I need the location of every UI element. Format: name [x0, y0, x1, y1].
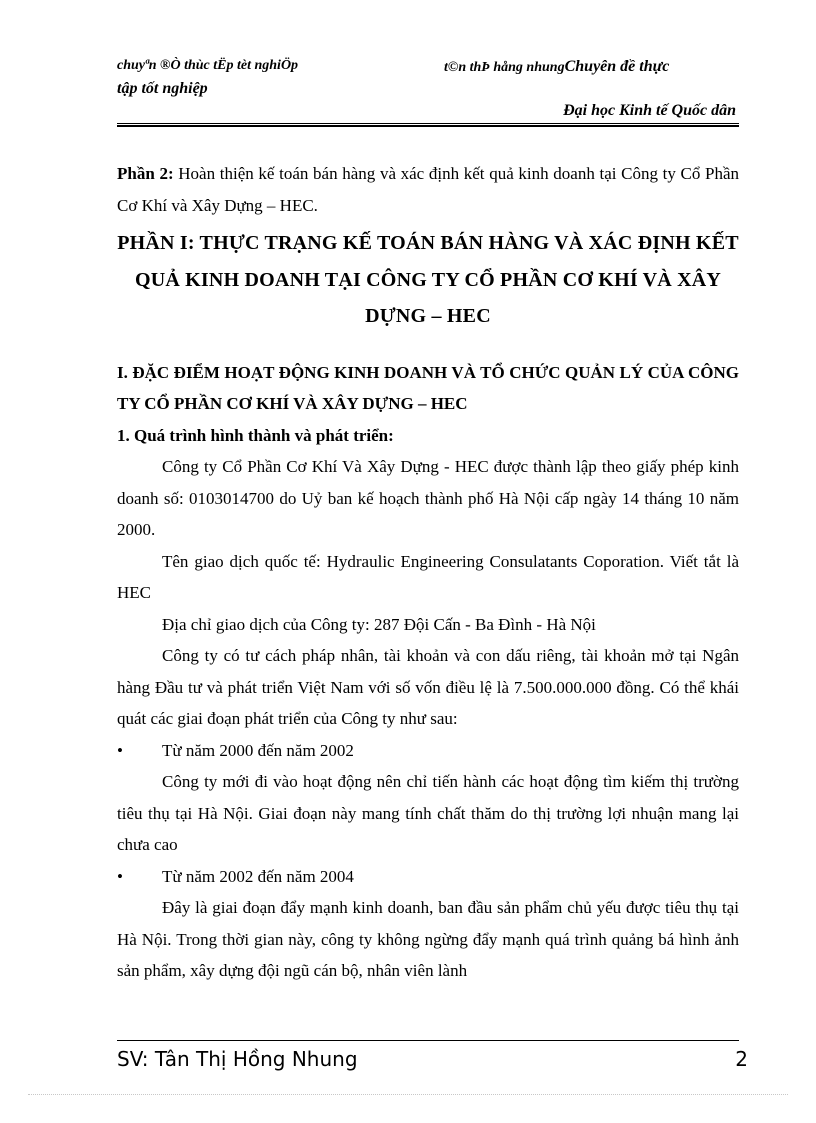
intro-paragraph [117, 158, 739, 221]
paragraph-founding: Công ty Cổ Phần Cơ Khí Và Xây Dựng - HEC được thành lập theo giấy phép kinh doanh số: 0103014700 do Uỷ ban kế hoạch thành phố Hà Nội cấp ngày 14 tháng 10 năm 2000. [117, 457, 739, 539]
page-number: 2 [735, 1047, 748, 1071]
bullet-item [117, 735, 739, 767]
page-bottom-dotted-line [28, 1094, 788, 1095]
paragraph-stage-1: Công ty mới đi vào hoạt động nên chỉ tiến hành các hoạt động tìm kiếm thị trường tiêu thụ tại Hà Nội. Giai đoạn này mang tính chất thăm do thị trường lợi nhuận mang lại chưa cao [117, 772, 739, 854]
header-left-line2: tập tốt nghiệp [117, 80, 208, 97]
intro-text: Hoàn thiện kế toán bán hàng và xác định kết quả kinh doanh tại Công ty Cổ Phần Cơ Khí và Xây Dựng – HEC. [117, 164, 739, 215]
header-author-name: t©n thÞ hång nhung [444, 60, 565, 75]
main-title: PHẦN I: THỰC TRẠNG KẾ TOÁN BÁN HÀNG VÀ XÁC ĐỊNH KẾT QUẢ KINH DOANH TẠI CÔNG TY CỔ PHẦN CƠ KHÍ VÀ XÂY DỰNG – HEC [117, 232, 739, 327]
bullet-text: Từ năm 2002 đến năm 2004 [162, 866, 354, 886]
bullet-icon: • [117, 740, 123, 760]
subsection-heading: 1. Quá trình hình thành và phát triển: [117, 425, 394, 445]
header-report-title: Chuyên đề thực [564, 58, 670, 75]
bullet-icon: • [117, 866, 123, 886]
header-university: Đại học Kinh tế Quốc dân [563, 102, 736, 119]
paragraph-legal-status: Công ty có tư cách pháp nhân, tài khoản và con dấu riêng, tài khoản mở tại Ngân hàng Đầu tư và phát triển Việt Nam với số vốn điều lệ là 7.500.000.000 đồng. Có thể khái quát các giai đoạn phát triển của Công ty như sau: [117, 646, 739, 728]
paragraph-trade-name: Tên giao dịch quốc tế: Hydraulic Engineering Consulatants Coporation. Viết tắt là HEC [117, 551, 739, 602]
header-right-line1 [444, 58, 669, 76]
footer-student-name: SV: Tân Thị Hồng Nhung [117, 1047, 358, 1071]
paragraph-address: Địa chỉ giao dịch của Công ty: 287 Đội Cấn - Ba Đình - Hà Nội [162, 614, 596, 634]
header-divider [117, 123, 739, 127]
footer-divider [117, 1040, 739, 1041]
paragraph-stage-2: Đây là giai đoạn đẩy mạnh kinh doanh, ban đầu sản phẩm chủ yếu được tiêu thụ tại Hà Nội. Trong thời gian này, công ty không ngừng đẩy mạnh quá trình quảng bá hình ảnh sản phẩm, xây dựng đội ngũ cán bộ, nhân viên lành [117, 898, 739, 980]
bullet-text: Từ năm 2000 đến năm 2002 [162, 740, 354, 760]
bullet-item [117, 861, 739, 893]
body-content [117, 158, 739, 987]
header-left-line1: chuyªn ®Ò thùc tËp tèt nghiÖp [117, 58, 299, 73]
section-heading: I. ĐẶC ĐIỂM HOẠT ĐỘNG KINH DOANH VÀ TỔ CHỨC QUẢN LÝ CỦA CÔNG TY CỔ PHẦN CƠ KHÍ VÀ XÂY DỰNG – HEC [117, 362, 739, 413]
intro-label: Phần 2: [117, 164, 174, 183]
